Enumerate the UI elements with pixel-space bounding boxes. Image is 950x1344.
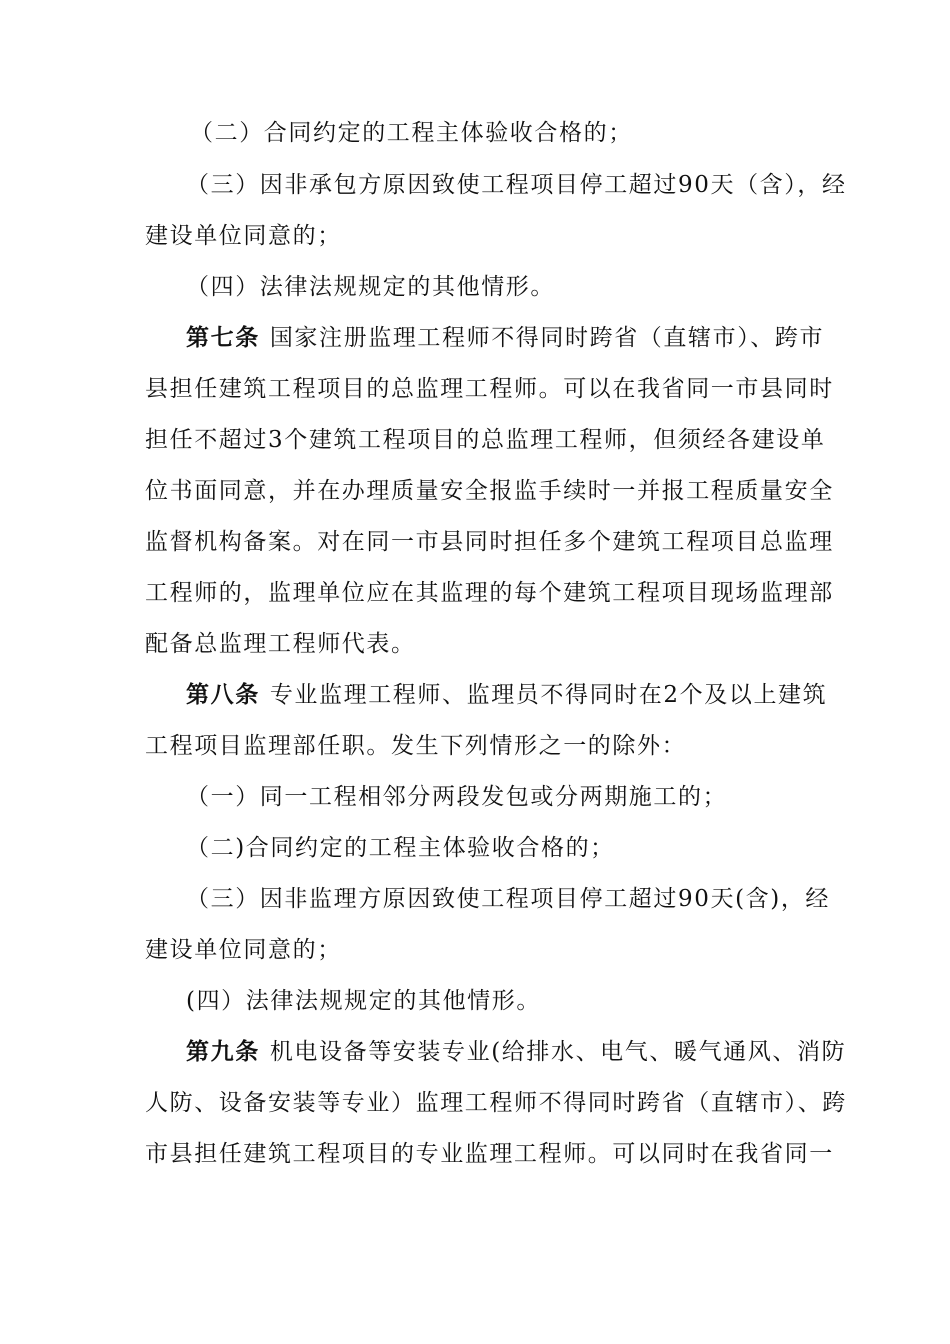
article-7-line: 县担任建筑工程项目的总监理工程师。可以在我省同一市县同时 <box>145 376 834 402</box>
clause-6-item-4: （四）法律法规规定的其他情形。 <box>186 274 555 300</box>
article-8-item-3: （三）因非监理方原因致使工程项目停工超过90天(含)，经 <box>186 886 831 912</box>
article-7-first-line: 第七条 国家注册监理工程师不得同时跨省（直辖市）、跨市 <box>186 324 825 351</box>
article-8-first-line: 第八条 专业监理工程师、监理员不得同时在2个及以上建筑 <box>186 681 828 708</box>
article-8-item-3-continued: 建设单位同意的； <box>145 937 342 963</box>
article-9-line: 人防、设备安装等专业）监理工程师不得同时跨省（直辖市）、跨 <box>145 1090 847 1116</box>
article-8-item-2: （二)合同约定的工程主体验收合格的； <box>186 835 615 861</box>
clause-6-item-3: （三）因非承包方原因致使工程项目停工超过90天（含），经 <box>186 172 847 198</box>
article-9-first-line: 第九条 机电设备等安装专业(给排水、电气、暖气通风、消防 <box>186 1038 847 1065</box>
article-7-line: 监督机构备案。对在同一市县同时担任多个建筑工程项目总监理 <box>145 529 834 555</box>
article-7-line: 位书面同意，并在办理质量安全报监手续时一并报工程质量安全 <box>145 478 834 504</box>
article-8-item-4: (四）法律法规规定的其他情形。 <box>186 988 541 1014</box>
article-7-line: 工程师的，监理单位应在其监理的每个建筑工程项目现场监理部 <box>145 580 834 606</box>
article-8-item-1: （一）同一工程相邻分两段发包或分两期施工的； <box>186 784 728 810</box>
clause-6-item-3-continued: 建设单位同意的； <box>145 223 342 249</box>
article-7-line: 配备总监理工程师代表。 <box>145 631 416 657</box>
article-9-heading: 第九条 <box>186 1038 260 1065</box>
article-8-heading: 第八条 <box>186 681 260 708</box>
clause-6-item-2: （二）合同约定的工程主体验收合格的； <box>190 120 633 146</box>
article-8-line: 工程项目监理部任职。发生下列情形之一的除外： <box>145 733 687 759</box>
article-7-line: 担任不超过3个建筑工程项目的总监理工程师，但须经各建设单 <box>145 427 826 453</box>
article-9-line: 市县担任建筑工程项目的专业监理工程师。可以同时在我省同一 <box>145 1141 834 1167</box>
article-7-heading: 第七条 <box>186 324 260 351</box>
